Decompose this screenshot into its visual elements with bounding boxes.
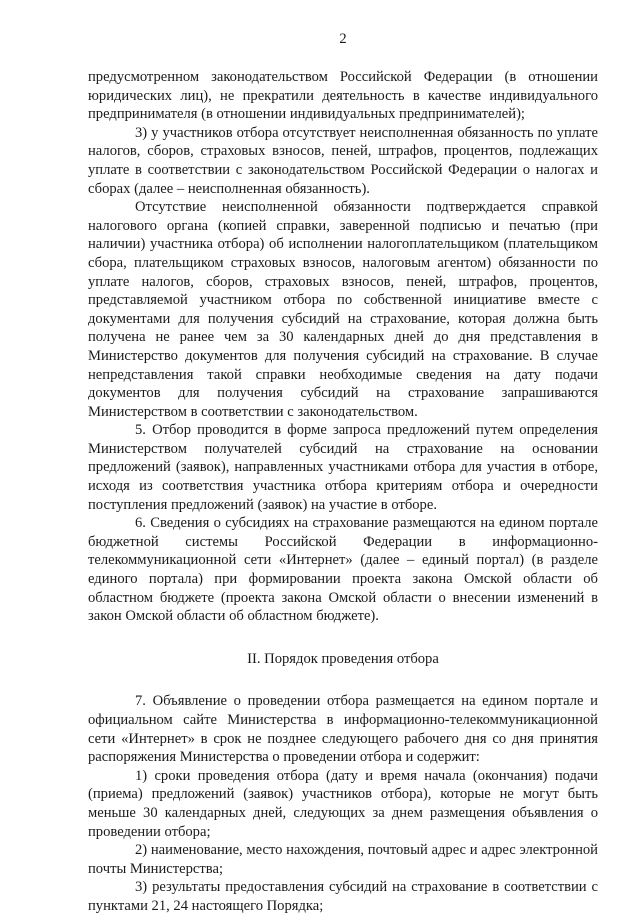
paragraph-item-5: 5. Отбор проводится в форме запроса предложений путем определения Министерством получателей субсидий на страхование на основании предложений (заявок), направленных участниками отбора для участия в отборе, исходя из соответствия участника отбора критериям отбора и очередности поступления предложений (заявок) на участие в отборе. <box>88 422 598 513</box>
paragraph-subitem-3: 3) результаты предоставления субсидий на страхование в соответствии с пунктами 21, 24 настоящего Порядка; <box>88 879 598 914</box>
paragraph-subitem-1: 1) сроки проведения отбора (дату и время начала (окончания) подачи (приема) предложений (заявок) участников отбора), которые не могут быть меньше 30 календарных дней, следующих за днем размещения объявления о проведении отбора; <box>88 767 598 840</box>
section-title: II. Порядок проведения отбора <box>247 650 439 667</box>
paragraph-continuation: предусмотренном законодательством Российской Федерации (в отношении юридических лиц), не прекратили деятельность в качестве индивидуального предпринимателя (в отношении индивидуальных предпринимателей); <box>88 69 598 123</box>
paragraph-confirmation: Отсутствие неисполненной обязанности подтверждается справкой налогового органа (копией справки, заверенной подписью и печатью (при наличии) участника отбора) об исполнении налогоплательщиком (плательщиком сбора, плательщиком страховых взносов, налоговым агентом) обязанности по уплате налогов, сборов, страховых взносов, пеней, штрафов, процентов, представляемой участником отбора по собственной инициативе вместе с документами для получения субсидий на страхование, которая должна быть получена не ранее чем за 30 календарных дней до дня представления в Министерство документов для получения субсидий на страхование. В случае непредставления такой справки необходимые сведения на дату подачи документов для получения субсидий на страхование запрашиваются Министерством в соответствии с законодательством. <box>88 199 598 420</box>
paragraph-item-7: 7. Объявление о проведении отбора размещается на едином портале и официальном сайте Министерства в информационно-телекоммуникационной сети «Интернет» в срок не позднее следующего рабочего дня со дня принятия распоряжения Министерства о проведении отбора и содержит: <box>88 693 598 766</box>
paragraph-item-3: 3) у участников отбора отсутствует неисполненная обязанность по уплате налогов, сборов, страховых взносов, пеней, штрафов, процентов, подлежащих уплате в соответствии с законодательством Российской Федерации о налогах и сборах (далее – неисполненная обязанность). <box>88 124 598 197</box>
document-page <box>88 30 598 916</box>
paragraph-item-6: 6. Сведения о субсидиях на страхование размещаются на едином портале бюджетной системы Российской Федерации в информационно-телекоммуникационной сети «Интернет» (далее – единый портал) (в разделе единого портала) при формировании проекта закона Омской области об областном бюджете (проекта закона Омской области о внесении изменений в закон Омской области об областном бюджете). <box>88 515 598 625</box>
document-body <box>88 68 598 916</box>
paragraph-subitem-2: 2) наименование, место нахождения, почтовый адрес и адрес электронной почты Министерства; <box>88 842 598 877</box>
page-number: 2 <box>339 31 347 47</box>
